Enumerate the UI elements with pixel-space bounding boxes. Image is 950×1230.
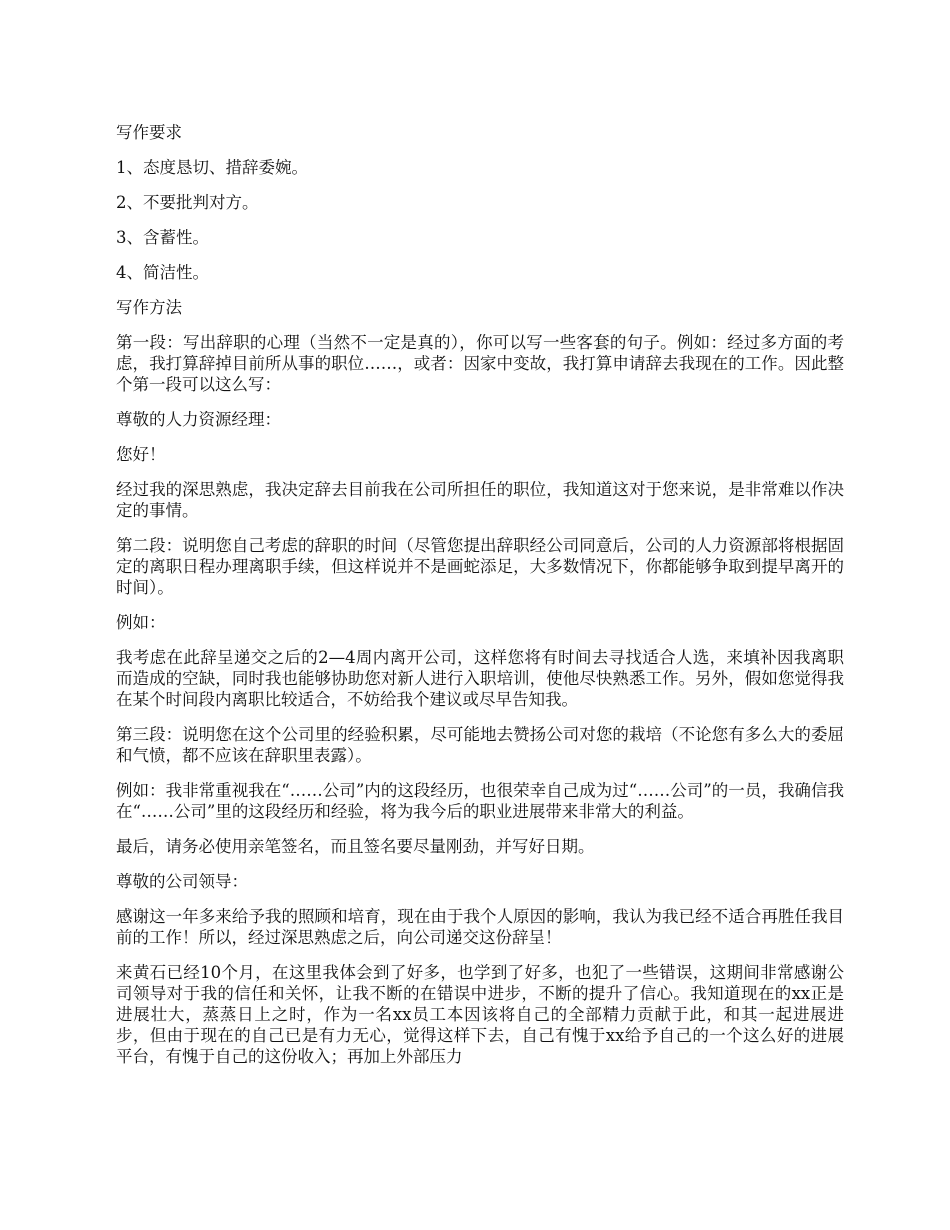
document-body xyxy=(116,122,844,1081)
paragraph-second-section: 第二段：说明您自己考虑的辞职的时间（尽管您提出辞职经公司同意后，公司的人力资源部将根据固定的离职日程办理离职手续，但这样说并不是画蛇添足，大多数情况下，你都能够争取到提早离开的时间）。 xyxy=(116,536,844,597)
paragraph-letter-2: 来黄石已经10个月，在这里我体会到了好多，也学到了好多，也犯了一些错误，这期间非常感谢公司领导对于我的信任和关怀，让我不断的在错误中进步，不断的提升了信心。我知道现在的xx正是进展壮大，蒸蒸日上之时，作为一名xx员工本因该将自己的全部精力贡献于此，和其一起进展进步，但由于现在的自己已是有力无心，觉得这样下去，自己有愧于xx给予自己的一个这么好的进展平台，有愧于自己的这份收入；再加上外部压力 xyxy=(116,963,844,1066)
paragraph-third-section: 第三段：说明您在这个公司里的经验积累，尽可能地去赞扬公司对您的栽培（不论您有多么大的委屈和气愤，都不应该在辞职里表露）。 xyxy=(116,725,844,765)
heading-writing-requirements: 写作要求 xyxy=(116,123,182,142)
paragraph-closing-note: 最后，请务必使用亲笔签名，而且签名要尽量刚劲，并写好日期。 xyxy=(116,837,595,856)
paragraph-example-3: 例如：我非常重视我在“……公司”内的这段经历，也很荣幸自己成为过“……公司”的一员，我确信我在“……公司”里的这段经历和经验，将为我今后的职业进展带来非常大的利益。 xyxy=(116,781,844,821)
example-label: 例如： xyxy=(116,613,166,632)
paragraph-first-section: 第一段：写出辞职的心理（当然不一定是真的），你可以写一些客套的句子。例如：经过多方面的考虑，我打算辞掉目前所从事的职位……，或者：因家中变故，我打算申请辞去我现在的工作。因此整个第一段可以这么写： xyxy=(116,333,844,394)
paragraph-example-1: 经过我的深思熟虑，我决定辞去目前我在公司所担任的职位，我知道这对于您来说，是非常难以作决定的事情。 xyxy=(116,480,844,520)
requirement-item: 3、含蓄性。 xyxy=(116,228,209,247)
paragraph-example-2: 我考虑在此辞呈递交之后的2—4周内离开公司，这样您将有时间去寻找适合人选，来填补因我离职而造成的空缺，同时我也能够协助您对新人进行入职培训，使他尽快熟悉工作。另外，假如您觉得我在某个时间段内离职比较适合，不妨给我个建议或尽早告知我。 xyxy=(116,648,844,709)
greeting: 您好！ xyxy=(116,445,166,464)
heading-writing-method: 写作方法 xyxy=(116,298,182,317)
paragraph-letter-1: 感谢这一年多来给予我的照顾和培育，现在由于我个人原因的影响，我认为我已经不适合再胜任我目前的工作！所以，经过深思熟虑之后，向公司递交这份辞呈！ xyxy=(116,907,844,947)
salutation: 尊敬的人力资源经理： xyxy=(116,410,281,429)
requirement-item: 1、态度恳切、措辞委婉。 xyxy=(116,158,308,177)
requirement-item: 2、不要批判对方。 xyxy=(116,193,259,212)
requirement-item: 4、简洁性。 xyxy=(116,263,209,282)
salutation-2: 尊敬的公司领导： xyxy=(116,872,248,891)
